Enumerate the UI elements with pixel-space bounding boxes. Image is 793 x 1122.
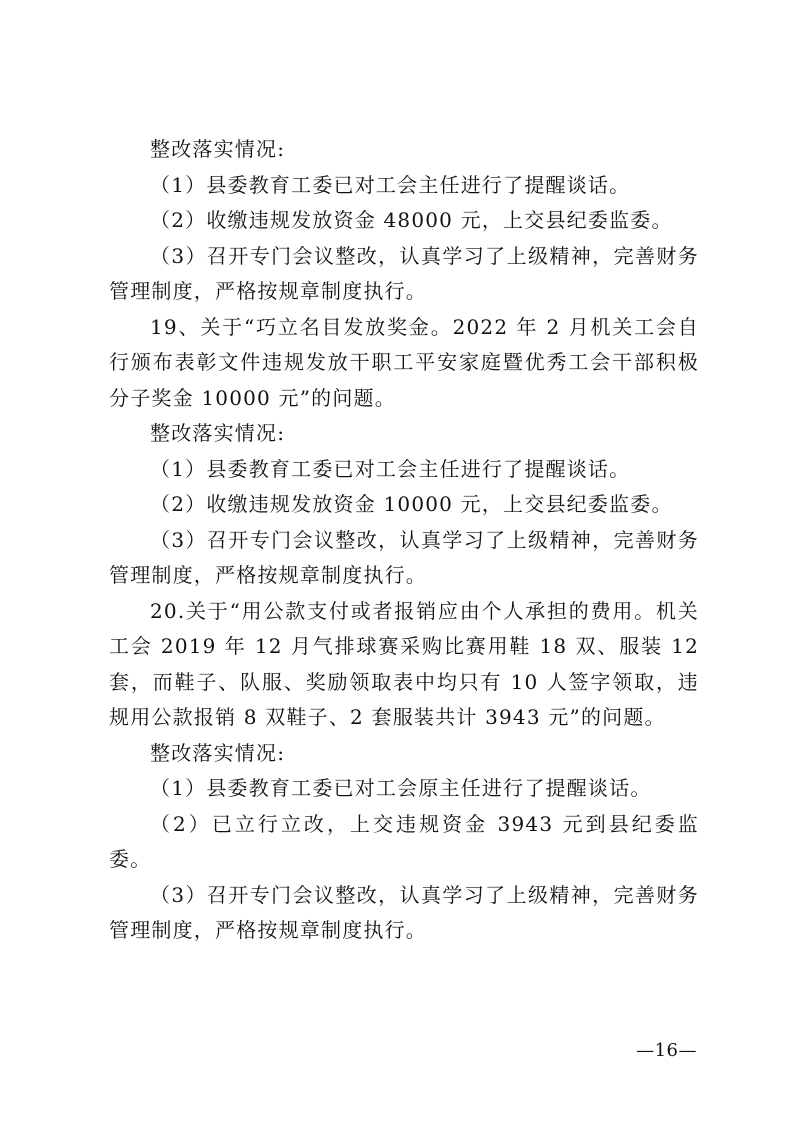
heading-rectification-2: 整改落实情况: [150,421,286,445]
heading-rectification-1: 整改落实情况: [150,137,286,161]
heading-rectification-3: 整改落实情况: [150,740,286,765]
item-3-2: （2）已立行立改，上交违规资金 3943 元到县纪委监委。 [109,811,699,871]
item-2-2: （2）收缴违规发放资金 10000 元，上交县纪委监委。 [150,492,673,516]
issue-19: 19、关于“巧立名目发放奖金。2022 年 2 月机关工会自行颁布表彰文件违规发放干职工平安家庭暨优秀工会干部积极分子奖金 10000 元”的问题。 [109,314,699,410]
item-1-2: （2）收缴违规发放资金 48000 元，上交县纪委监委。 [150,208,673,232]
issue-20: 20.关于“用公款支付或者报销应由个人承担的费用。机关工会 2019 年 12 月气排球赛采购比赛用鞋 18 双、服装 12 套，而鞋子、队服、奖励领取表中均只有 10 人签字领取，违规用公款报销 8 双鞋子、2 套服装共计 3943 元”的问题。 [109,598,699,729]
document-body [109,132,699,949]
item-3-1: （1）县委教育工委已对工会原主任进行了提醒谈话。 [150,776,652,800]
item-2-3: （3）召开专门会议整改，认真学习了上级精神，完善财务管理制度，严格按规章制度执行。 [109,527,699,587]
item-1-3: （3）召开专门会议整改，认真学习了上级精神，完善财务管理制度，严格按规章制度执行。 [109,243,699,303]
item-2-1: （1）县委教育工委已对工会主任进行了提醒谈话。 [150,456,631,481]
item-1-1: （1）县委教育工委已对工会主任进行了提醒谈话。 [150,172,631,197]
page-number: —16— [636,1040,697,1061]
item-3-3: （3）召开专门会议整改，认真学习了上级精神，完善财务管理制度，严格按规章制度执行。 [109,882,699,942]
